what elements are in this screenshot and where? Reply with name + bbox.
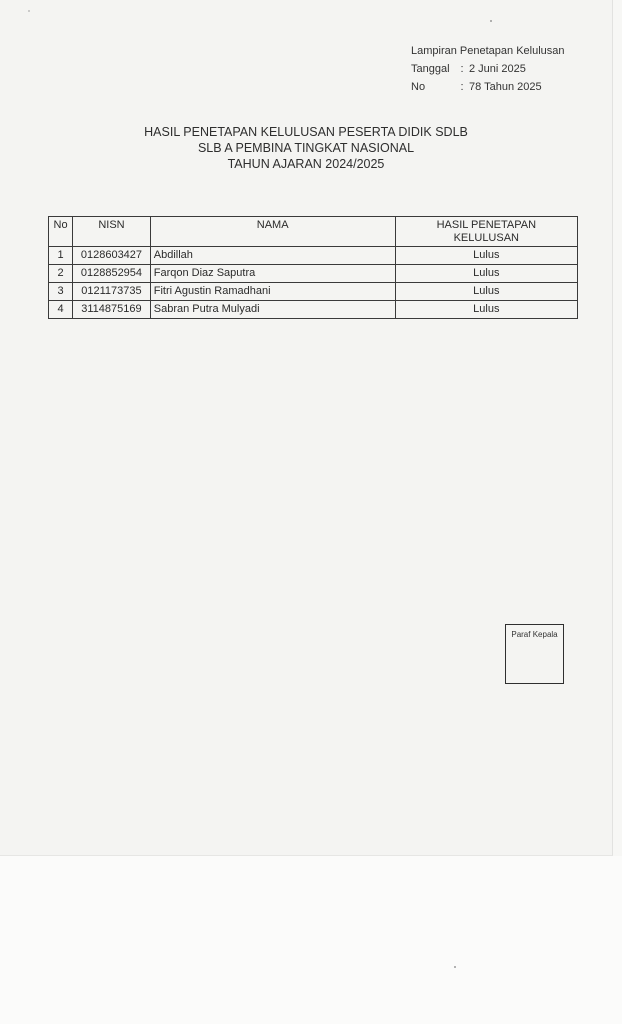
cell-nama: Farqon Diaz Saputra xyxy=(150,265,395,283)
header-hasil-line-1: HASIL PENETAPAN xyxy=(436,219,537,231)
scan-speck xyxy=(28,10,30,12)
header-nama: NAMA xyxy=(150,217,395,247)
cell-no: 1 xyxy=(49,247,73,265)
header-hasil-line-2: KELULUSAN xyxy=(453,232,519,244)
cell-no: 2 xyxy=(49,265,73,283)
scanner-background xyxy=(0,856,622,1024)
attachment-info xyxy=(411,42,565,96)
cell-nisn: 0121173735 xyxy=(73,283,151,301)
cell-nama: Sabran Putra Mulyadi xyxy=(150,301,395,319)
date-label: Tanggal xyxy=(411,63,450,75)
heading-line-1: HASIL PENETAPAN KELULUSAN PESERTA DIDIK SDLB xyxy=(144,125,468,139)
number-separator: : xyxy=(460,81,464,93)
table-row xyxy=(49,301,578,319)
document-heading xyxy=(0,124,612,172)
cell-no: 3 xyxy=(49,283,73,301)
cell-hasil: Lulus xyxy=(395,301,577,319)
graduation-results-table xyxy=(48,216,578,319)
heading-line-2: SLB A PEMBINA TINGKAT NASIONAL xyxy=(197,141,415,155)
table-row xyxy=(49,283,578,301)
attachment-title: Lampiran Penetapan Kelulusan xyxy=(411,45,565,57)
principal-initial-label: Paraf Kepala xyxy=(511,630,558,639)
cell-nisn: 0128603427 xyxy=(73,247,151,265)
heading-line-3: TAHUN AJARAN 2024/2025 xyxy=(227,157,385,171)
table-header-row xyxy=(49,217,578,247)
table-row xyxy=(49,247,578,265)
cell-hasil: Lulus xyxy=(395,265,577,283)
table-row xyxy=(49,265,578,283)
date-value: 2 Juni 2025 xyxy=(469,63,526,75)
cell-nama: Abdillah xyxy=(150,247,395,265)
scan-speck xyxy=(454,966,456,968)
cell-nisn: 0128852954 xyxy=(73,265,151,283)
date-separator: : xyxy=(460,63,464,75)
scan-speck xyxy=(490,20,492,22)
header-no: No xyxy=(49,217,73,247)
attachment-date-row xyxy=(411,60,565,78)
cell-nisn: 3114875169 xyxy=(73,301,151,319)
principal-initial-box xyxy=(505,624,564,684)
header-hasil xyxy=(395,217,577,247)
cell-no: 4 xyxy=(49,301,73,319)
cell-hasil: Lulus xyxy=(395,283,577,301)
number-label: No xyxy=(411,81,426,93)
number-value: 78 Tahun 2025 xyxy=(469,81,542,93)
cell-hasil: Lulus xyxy=(395,247,577,265)
header-nisn: NISN xyxy=(73,217,151,247)
attachment-number-row xyxy=(411,78,565,96)
cell-nama: Fitri Agustin Ramadhani xyxy=(150,283,395,301)
